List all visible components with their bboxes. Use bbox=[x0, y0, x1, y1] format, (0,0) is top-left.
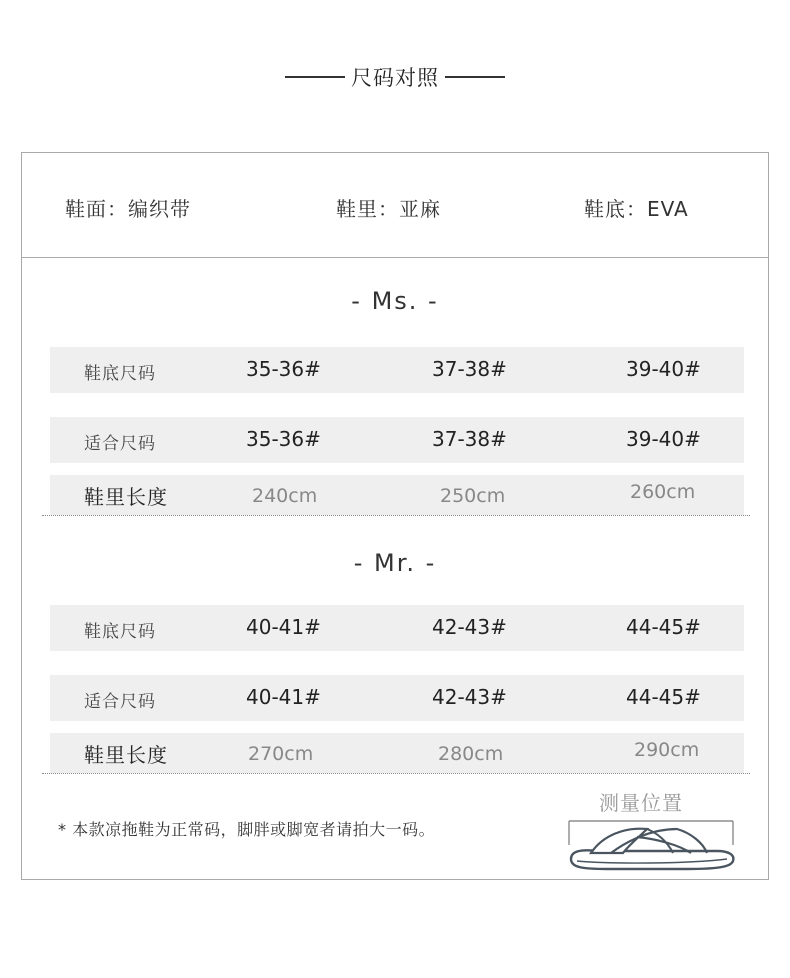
page-title: 尺码对照 bbox=[351, 66, 439, 90]
table-cell: 42-43# bbox=[432, 685, 507, 709]
section-heading-mr: - Mr. - bbox=[353, 549, 437, 577]
row-divider bbox=[42, 515, 750, 516]
row-divider bbox=[42, 773, 750, 774]
section-heading-ms: - Ms. - bbox=[351, 287, 439, 315]
table-cell: 39-40# bbox=[626, 427, 701, 451]
table-cell: 37-38# bbox=[432, 427, 507, 451]
table-cell: 35-36# bbox=[246, 427, 321, 451]
size-chart-title bbox=[0, 60, 790, 94]
table-cell: 280cm bbox=[438, 743, 504, 765]
row-label: 适合尺码 bbox=[84, 692, 156, 712]
slipper-measure-icon bbox=[567, 815, 737, 875]
table-row bbox=[50, 605, 744, 651]
row-label: 鞋底尺码 bbox=[84, 622, 156, 642]
title-right-rule bbox=[445, 76, 505, 78]
table-cell: 260cm bbox=[630, 481, 696, 503]
table-cell: 240cm bbox=[252, 485, 318, 507]
table-cell: 44-45# bbox=[626, 685, 701, 709]
row-label: 鞋里长度 bbox=[84, 485, 168, 509]
table-cell: 40-41# bbox=[246, 685, 321, 709]
table-cell: 44-45# bbox=[626, 615, 701, 639]
table-row bbox=[50, 417, 744, 463]
table-row bbox=[50, 475, 744, 515]
table-cell: 290cm bbox=[634, 739, 700, 761]
table-cell: 37-38# bbox=[432, 357, 507, 381]
row-label: 鞋底尺码 bbox=[84, 364, 156, 384]
table-row bbox=[50, 733, 744, 773]
materials-bar bbox=[22, 153, 768, 258]
row-label: 适合尺码 bbox=[84, 434, 156, 454]
lining-material: 鞋里：亚麻 bbox=[336, 197, 441, 221]
table-cell: 39-40# bbox=[626, 357, 701, 381]
sizing-note: * 本款凉拖鞋为正常码，脚胖或脚宽者请拍大一码。 bbox=[58, 820, 436, 839]
table-row bbox=[50, 347, 744, 393]
measure-position bbox=[567, 787, 737, 875]
measure-label: 测量位置 bbox=[599, 791, 683, 815]
sole-material: 鞋底：EVA bbox=[584, 197, 689, 221]
table-row bbox=[50, 675, 744, 721]
table-cell: 40-41# bbox=[246, 615, 321, 639]
size-chart-panel bbox=[21, 152, 769, 880]
table-cell: 250cm bbox=[440, 485, 506, 507]
title-left-rule bbox=[285, 76, 345, 78]
table-cell: 35-36# bbox=[246, 357, 321, 381]
table-cell: 270cm bbox=[248, 743, 314, 765]
row-label: 鞋里长度 bbox=[84, 743, 168, 767]
upper-material: 鞋面：编织带 bbox=[65, 197, 191, 221]
table-cell: 42-43# bbox=[432, 615, 507, 639]
